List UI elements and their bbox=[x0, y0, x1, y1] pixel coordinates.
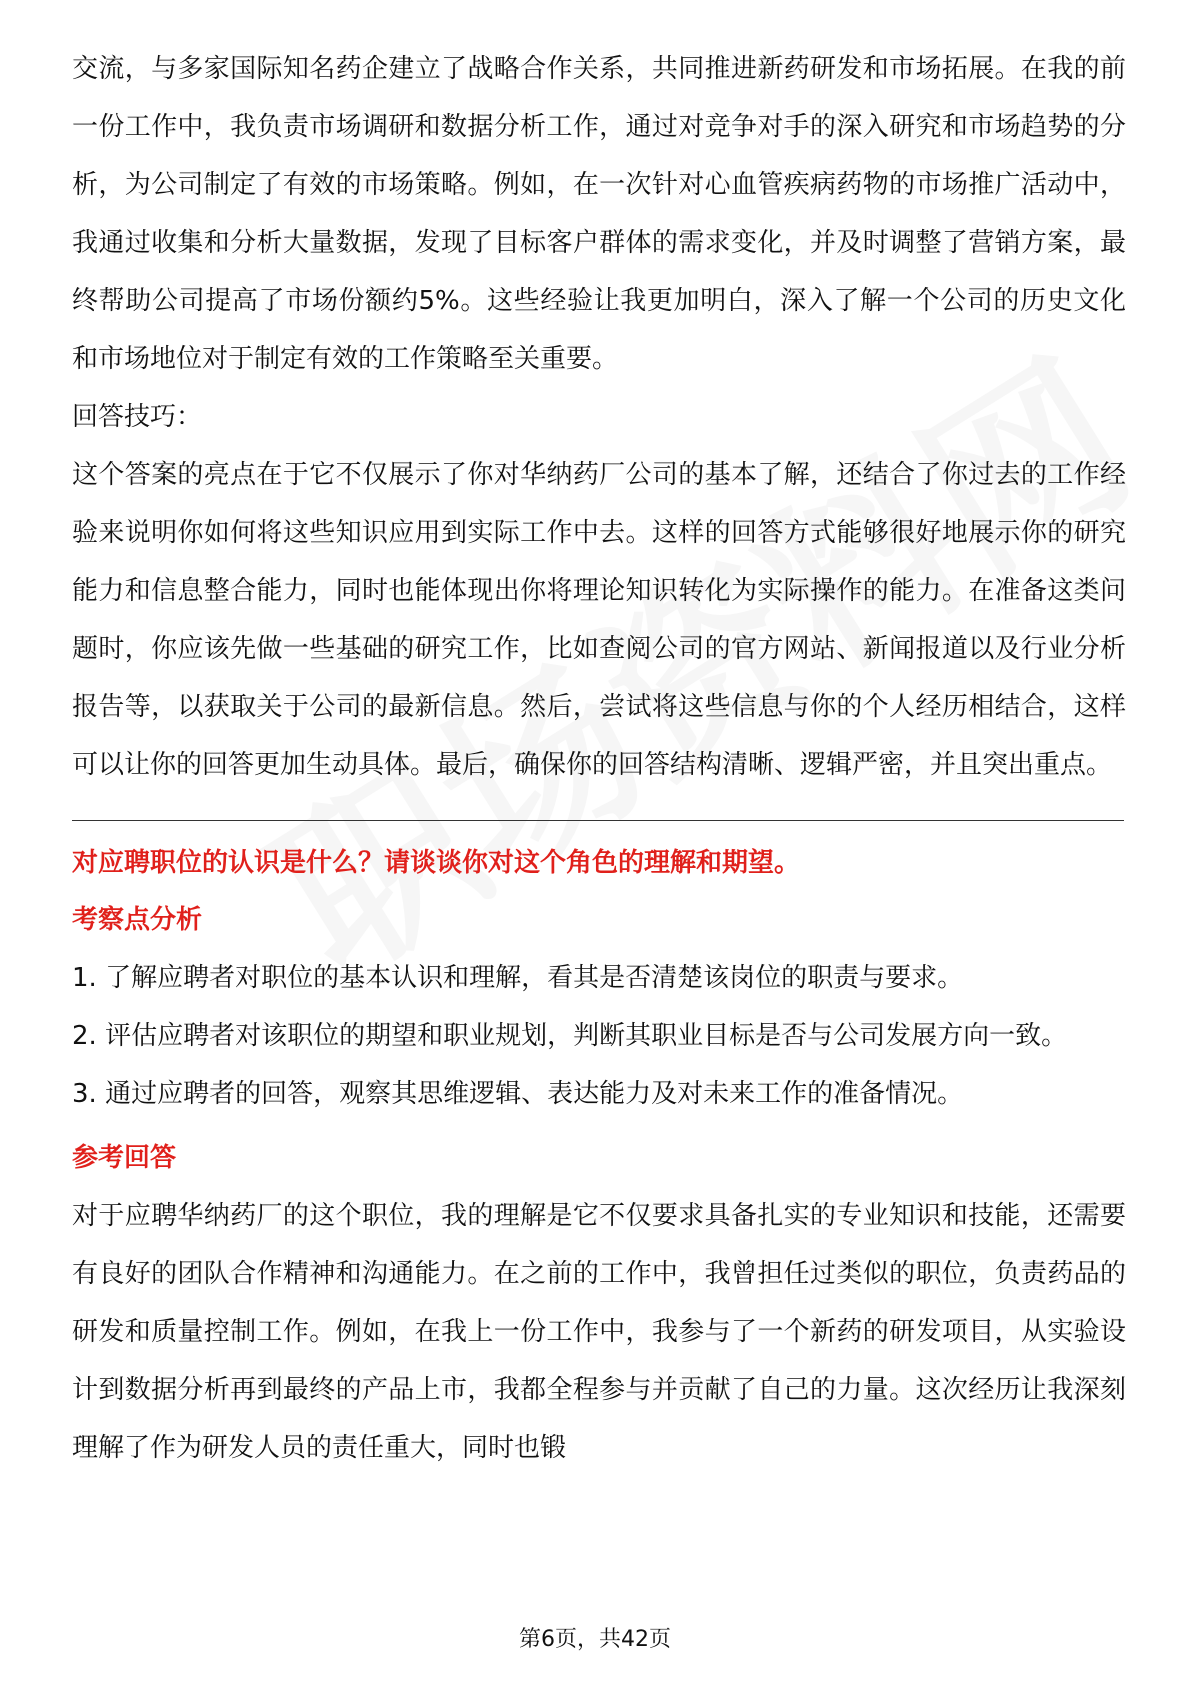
tips-label: 回答技巧： bbox=[72, 402, 203, 432]
analysis-item-2: 2. 评估应聘者对该职位的期望和职业规划，判断其职业目标是否与公司发展方向一致。 bbox=[72, 1021, 1068, 1051]
question-title: 对应聘职位的认识是什么？请谈谈你对这个角色的理解和期望。 bbox=[72, 848, 801, 878]
document-page bbox=[72, 40, 1126, 1477]
page-number-footer: 第6页，共42页 bbox=[519, 1627, 671, 1652]
reference-heading: 参考回答 bbox=[72, 1143, 177, 1173]
tips-paragraph: 这个答案的亮点在于它不仅展示了你对华纳药厂公司的基本了解，还结合了你过去的工作经验来说明你如何将这些知识应用到实际工作中去。这样的回答方式能够很好地展示你的研究能力和信息整合能力，同时也能体现出你将理论知识转化为实际操作的能力。在准备这类问题时，你应该先做一些基础的研究工作，比如查阅公司的官方网站、新闻报道以及行业分析报告等，以获取关于公司的最新信息。然后，尝试将这些信息与你的个人经历相结合，这样可以让你的回答更加生动具体。最后，确保你的回答结构清晰、逻辑严密，并且突出重点。 bbox=[72, 460, 1126, 780]
analysis-heading: 考察点分析 bbox=[72, 905, 203, 935]
intro-paragraph: 交流，与多家国际知名药企建立了战略合作关系，共同推进新药研发和市场拓展。在我的前一份工作中，我负责市场调研和数据分析工作，通过对竞争对手的深入研究和市场趋势的分析，为公司制定了有效的市场策略。例如，在一次针对心血管疾病药物的市场推广活动中，我通过收集和分析大量数据，发现了目标客户群体的需求变化，并及时调整了营销方案，最终帮助公司提高了市场份额约5%。这些经验让我更加明白，深入了解一个公司的历史文化和市场地位对于制定有效的工作策略至关重要。 bbox=[72, 54, 1126, 374]
section-divider bbox=[72, 820, 1124, 821]
reference-paragraph: 对于应聘华纳药厂的这个职位，我的理解是它不仅要求具备扎实的专业知识和技能，还需要有良好的团队合作精神和沟通能力。在之前的工作中，我曾担任过类似的职位，负责药品的研发和质量控制工作。例如，在我上一份工作中，我参与了一个新药的研发项目，从实验设计到数据分析再到最终的产品上市，我都全程参与并贡献了自己的力量。这次经历让我深刻理解了作为研发人员的责任重大，同时也锻 bbox=[72, 1201, 1126, 1463]
analysis-item-3: 3. 通过应聘者的回答，观察其思维逻辑、表达能力及对未来工作的准备情况。 bbox=[72, 1079, 964, 1109]
analysis-item-1: 1. 了解应聘者对职位的基本认识和理解，看其是否清楚该岗位的职责与要求。 bbox=[72, 963, 964, 993]
